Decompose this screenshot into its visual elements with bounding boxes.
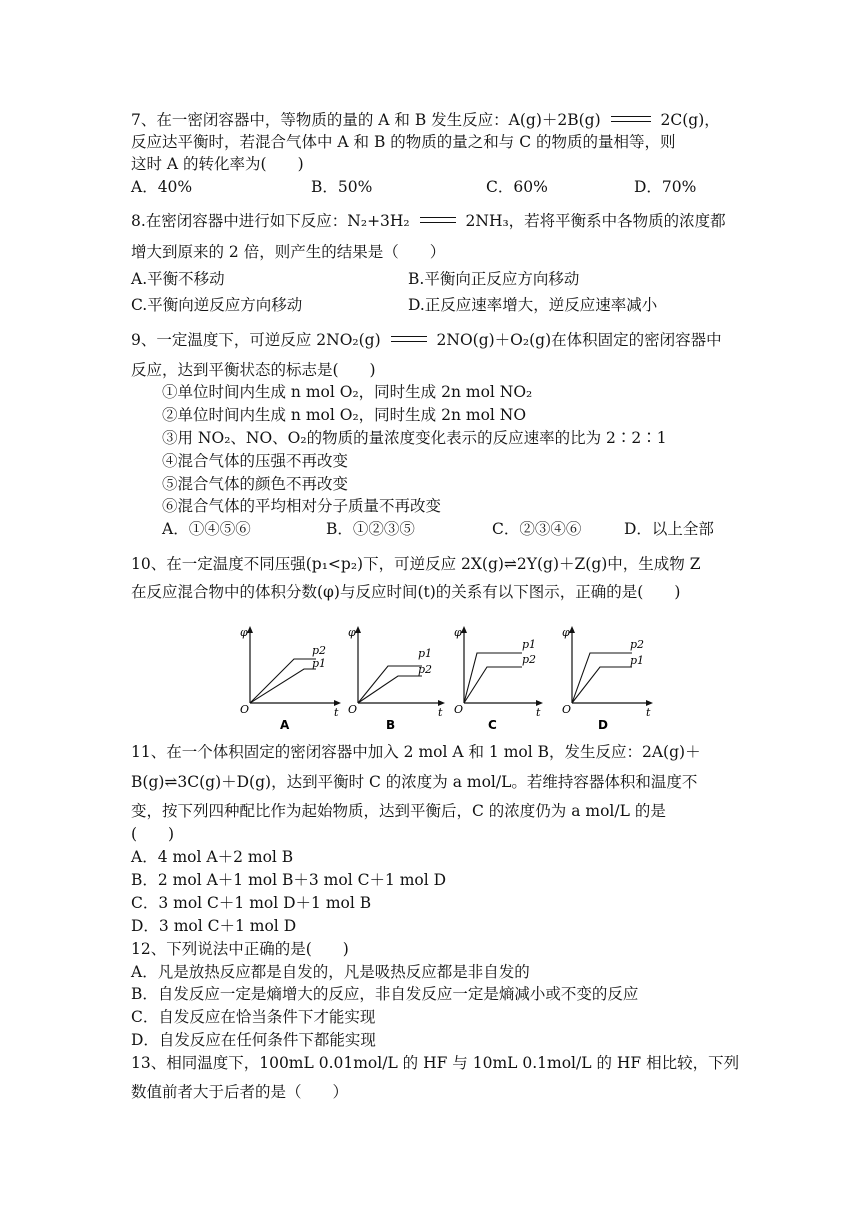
q9-text-a: 9、一定温度下，可逆反应 2NO₂(g) xyxy=(131,331,381,349)
q7-text-a: 7、在一密闭容器中，等物质的量的 A 和 B 发生反应：A(g)＋2B(g) xyxy=(131,111,601,129)
q10-b-lower: p2 xyxy=(418,663,433,676)
q9-item-1: ①单位时间内生成 n mol O₂，同时生成 2n mol NO₂ xyxy=(162,383,533,401)
q10-c-upper: p1 xyxy=(522,638,537,651)
q8-text-b: 2NH₃，若将平衡系中各物质的浓度都 xyxy=(465,212,726,230)
q10-graph-c xyxy=(454,626,543,732)
q10-a-label: A xyxy=(280,718,290,732)
q7-option-d: D．70% xyxy=(634,178,697,196)
q7-option-c: C．60% xyxy=(486,178,548,196)
q9-text-b: 2NO(g)＋O₂(g)在体积固定的密闭容器中 xyxy=(436,331,722,349)
q9-item-5: ⑤混合气体的颜色不再改变 xyxy=(162,475,349,493)
q10-a-phi: φ xyxy=(240,626,248,639)
q8-option-a: A.平衡不移动 xyxy=(131,270,225,288)
q9-line-2: 反应，达到平衡状态的标志是( ) xyxy=(131,361,376,379)
q10-graph-b xyxy=(348,626,445,732)
equilibrium-arrow-icon xyxy=(389,332,429,346)
q10-a-origin: O xyxy=(240,703,250,716)
q10-d-phi: φ xyxy=(562,626,570,639)
q12-option-c: C．自发反应在恰当条件下才能实现 xyxy=(131,1008,376,1026)
q13-line-1: 13、相同温度下，100mL 0.01mol/L 的 HF 与 10mL 0.1mol/L 的 HF 相比较，下列 xyxy=(131,1054,740,1072)
q12-option-b: B．自发反应一定是熵增大的反应，非自发反应一定是熵减小或不变的反应 xyxy=(131,985,639,1003)
q8-line-2: 增大到原来的 2 倍，则产生的结果是（ ） xyxy=(131,243,446,261)
q9-option-d: D．以上全部 xyxy=(624,520,714,538)
q10-d-upper: p2 xyxy=(630,638,645,651)
q10-a-lower: p1 xyxy=(312,657,327,670)
q9-option-a: A．①④⑤⑥ xyxy=(162,520,251,538)
q10-c-label: C xyxy=(488,718,497,732)
q8-option-b: B.平衡向正反应方向移动 xyxy=(408,270,580,288)
q10-b-t: t xyxy=(438,706,443,719)
q11-line-1: 11、在一个体积固定的密闭容器中加入 2 mol A 和 1 mol B，发生反应：2A(g)＋ xyxy=(131,743,701,761)
q11-line-2: B(g)⇌3C(g)＋D(g)，达到平衡时 C 的浓度为 a mol/L。若维持容器体积和温度不 xyxy=(131,773,698,791)
q13-line-2: 数值前者大于后者的是（ ） xyxy=(131,1083,349,1101)
q10-c-origin: O xyxy=(454,703,464,716)
q8-option-d: D.正反应速率增大，逆反应速率减小 xyxy=(408,296,658,314)
equilibrium-arrow-icon xyxy=(418,213,458,227)
q10-b-origin: O xyxy=(348,703,358,716)
q11-line-4: ( ) xyxy=(131,825,175,843)
q7-line-2: 反应达平衡时，若混合气体中 A 和 B 的物质的量之和与 C 的物质的量相等，则 xyxy=(131,133,676,151)
q12-option-a: A．凡是放热反应都是自发的，凡是吸热反应都是非自发的 xyxy=(131,963,530,981)
q10-a-upper: p2 xyxy=(312,644,327,657)
q12-option-d: D．自发反应在任何条件下都能实现 xyxy=(131,1031,376,1049)
q10-graphs xyxy=(228,621,658,733)
q10-c-t: t xyxy=(536,706,541,719)
q8-option-c: C.平衡向逆反应方向移动 xyxy=(131,296,303,314)
q11-option-a: A．4 mol A＋2 mol B xyxy=(131,848,294,866)
q10-d-lower: p1 xyxy=(630,654,645,667)
q8-text-a: 8.在密闭容器中进行如下反应：N₂+3H₂ xyxy=(131,212,410,230)
q10-b-label: B xyxy=(386,718,396,732)
q7-line-1 xyxy=(131,109,720,131)
q7-text-b: 2C(g)， xyxy=(660,111,720,129)
q11-line-3: 变，按下列四种配比作为起始物质，达到平衡后，C 的浓度仍为 a mol/L 的是 xyxy=(131,802,666,820)
q10-line-1: 10、在一定温度不同压强(p₁<p₂)下，可逆反应 2X(g)⇌2Y(g)＋Z(g)中，生成物 Z xyxy=(131,555,701,573)
q9-line-1 xyxy=(131,329,722,351)
q10-graph-d xyxy=(562,626,653,732)
q10-b-upper: p1 xyxy=(418,647,433,660)
q7-equilibrium-gap xyxy=(609,112,653,126)
q10-c-lower: p2 xyxy=(522,653,537,666)
q9-item-6: ⑥混合气体的平均相对分子质量不再改变 xyxy=(162,497,442,515)
q7-option-a: A．40% xyxy=(131,178,193,196)
q10-d-label: D xyxy=(598,718,608,732)
q11-option-d: D．3 mol C＋1 mol D xyxy=(131,917,297,935)
q9-item-2: ②单位时间内生成 n mol O₂，同时生成 2n mol NO xyxy=(162,406,527,424)
q10-b-phi: φ xyxy=(348,626,356,639)
q8-line-1 xyxy=(131,210,726,232)
q11-option-c: C．3 mol C＋1 mol D＋1 mol B xyxy=(131,894,372,912)
q10-line-2: 在反应混合物中的体积分数(φ)与反应时间(t)的关系有以下图示，正确的是( ) xyxy=(131,583,681,601)
q10-d-t: t xyxy=(646,706,651,719)
q9-item-4: ④混合气体的压强不再改变 xyxy=(162,452,349,470)
q7-line-3: 这时 A 的转化率为( ) xyxy=(131,155,304,173)
q9-item-3: ③用 NO₂、NO、O₂的物质的量浓度变化表示的反应速率的比为 2∶2∶1 xyxy=(162,429,667,447)
q11-option-b: B．2 mol A＋1 mol B＋3 mol C＋1 mol D xyxy=(131,871,447,889)
q7-option-b: B．50% xyxy=(311,178,373,196)
q10-d-origin: O xyxy=(562,703,572,716)
q10-a-t: t xyxy=(334,706,339,719)
q12-line-1: 12、下列说法中正确的是( ) xyxy=(131,940,349,958)
q9-option-c: C．②③④⑥ xyxy=(492,520,582,538)
q10-graph-a xyxy=(240,626,341,732)
q9-option-b: B．①②③⑤ xyxy=(326,520,415,538)
q10-c-phi: φ xyxy=(454,626,462,639)
